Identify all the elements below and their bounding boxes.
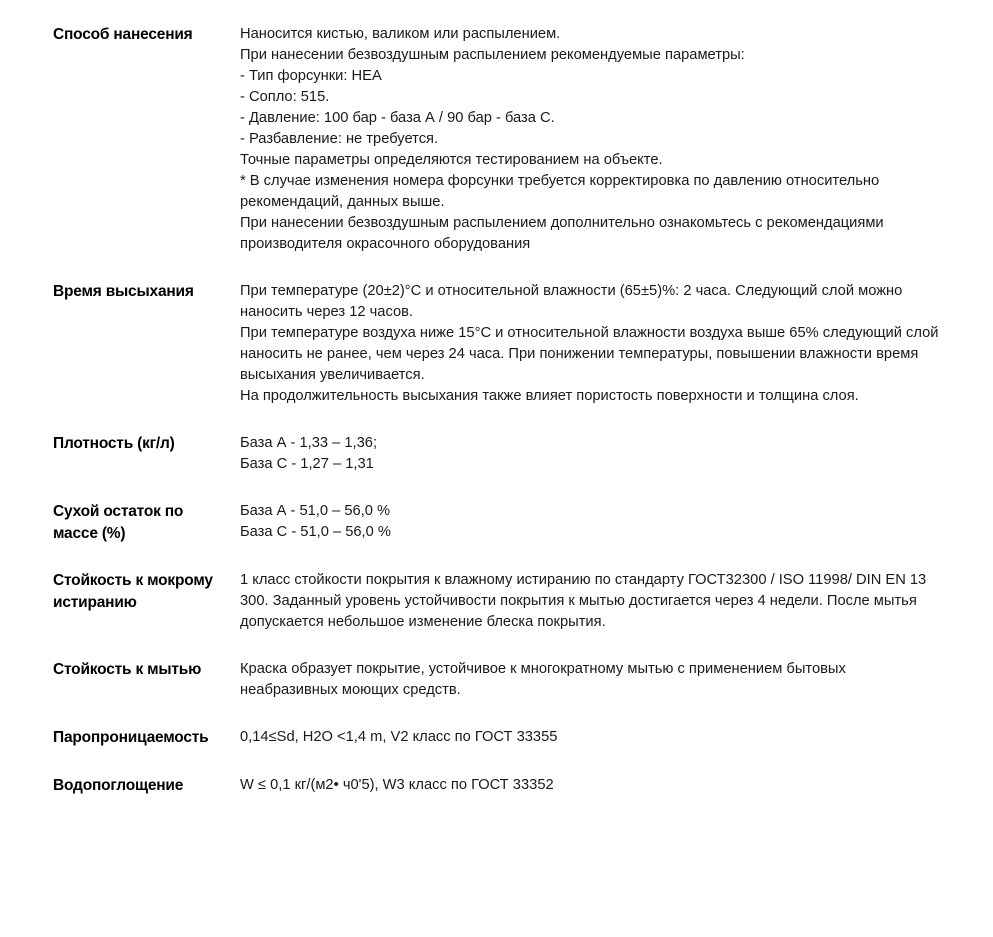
spec-row-vapor-permeability [53,727,943,749]
spec-content [240,775,940,796]
spec-label: Паропроницаемость [53,729,209,746]
spec-paragraph: На продолжительность высыхания также влияет пористость поверхности и толщина слоя. [240,388,859,404]
spec-row-solids-by-mass [53,501,943,544]
spec-paragraph: - Разбавление: не требуется. [240,131,439,147]
spec-content [240,24,940,255]
spec-content [240,433,940,475]
spec-paragraph: База А - 1,33 – 1,36; [240,435,378,451]
spec-content [240,281,940,407]
spec-paragraph: При температуре воздуха ниже 15°C и относительной влажности воздуха выше 65% следующий слой наносить не ранее, чем через 24 часа. При понижении температуры, повышении влажности время высыхания увеличивается. [240,325,939,383]
spec-content [240,727,940,748]
spec-row-application-method [53,24,943,255]
spec-paragraph: Наносится кистью, валиком или распылением. [240,26,561,42]
spec-content [240,570,940,633]
spec-paragraph: W ≤ 0,1 кг/(м2• ч0'5), W3 класс по ГОСТ 33352 [240,776,554,793]
spec-paragraph: Краска образует покрытие, устойчивое к многократному мытью с применением бытовых неабразивных моющих средств. [240,661,846,698]
spec-content [240,501,940,543]
spec-row-density [53,433,943,475]
spec-paragraph: База С - 1,27 – 1,31 [240,456,374,472]
spec-paragraph: База А - 51,0 – 56,0 % [240,503,391,519]
spec-paragraph: - Давление: 100 бар - база А / 90 бар - база С. [240,110,555,126]
spec-paragraph: При нанесении безвоздушным распылением рекомендуемые параметры: [240,47,745,63]
spec-paragraph: - Сопло: 515. [240,89,330,105]
spec-row-wet-scrub-resistance [53,570,943,633]
spec-label: Плотность (кг/л) [53,435,175,452]
spec-row-washability [53,659,943,701]
spec-paragraph: 1 класс стойкости покрытия к влажному истиранию по стандарту ГОСТ32300 / ISO 11998/ DIN EN 13 300. Заданный уровень устойчивости покрытия к мытью достигается через 4 недели. После мытья допускается небольшое изменение блеска покрытия. [240,572,927,630]
spec-label: Сухой остаток по массе (%) [53,503,184,542]
spec-row-water-absorption [53,775,943,797]
spec-paragraph: * В случае изменения номера форсунки требуется корректировка по давлению относительно рекомендаций, данных выше. [240,173,880,210]
spec-label: Время высыхания [53,283,194,300]
spec-label: Стойкость к мытью [53,661,202,678]
spec-label: Водопоглощение [53,776,184,794]
spec-sheet [53,24,943,796]
spec-paragraph: - Тип форсунки: HEA [240,68,382,84]
spec-paragraph: Точные параметры определяются тестированием на объекте. [240,152,663,168]
spec-label: Способ нанесения [53,26,193,43]
spec-row-drying-time [53,281,943,407]
spec-paragraph: База С - 51,0 – 56,0 % [240,524,391,540]
spec-label: Стойкость к мокрому истиранию [53,572,213,611]
spec-paragraph: При температуре (20±2)°C и относительной влажности (65±5)%: 2 часа. Следующий слой можно наносить через 12 часов. [240,283,903,320]
spec-paragraph: 0,14≤Sd, H2O <1,4 m, V2 класс по ГОСТ 33355 [240,729,558,745]
spec-paragraph: При нанесении безвоздушным распылением дополнительно ознакомьтесь с рекомендациями производителя окрасочного оборудования [240,215,884,252]
spec-content [240,659,940,701]
